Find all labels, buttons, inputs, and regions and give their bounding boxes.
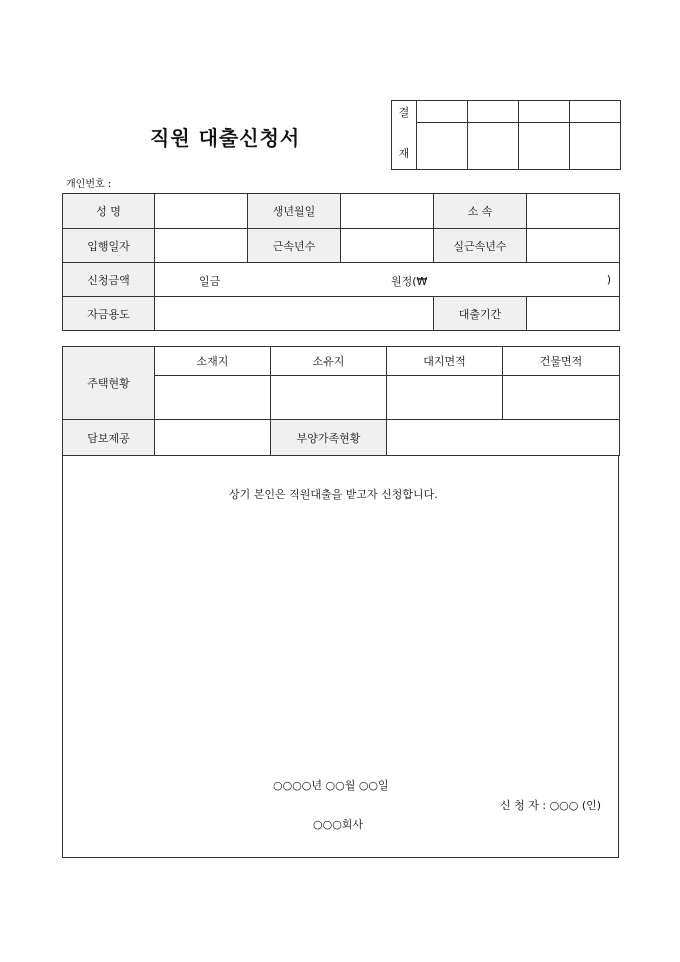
approval-signer-2[interactable] <box>468 101 519 123</box>
company-name: ○○○회사 <box>313 818 364 831</box>
collateral-label: 담보제공 <box>63 420 155 456</box>
collateral-field[interactable] <box>155 420 271 456</box>
approval-label-top: 결 <box>392 101 417 123</box>
approval-label-bottom: 재 <box>392 123 417 170</box>
join-date-field[interactable] <box>155 229 248 263</box>
date-line: ○○○○년 ○○월 ○○일 <box>273 779 389 792</box>
amount-in-numbers-label: 원정(₩ <box>391 275 428 288</box>
approval-box <box>391 100 621 170</box>
purpose-label: 자금용도 <box>63 297 155 331</box>
location-field[interactable] <box>155 376 271 420</box>
actual-service-label: 실근속년수 <box>434 229 527 263</box>
personal-number-label: 개인번호 : <box>66 179 112 190</box>
name-label: 성 명 <box>63 194 155 229</box>
location-header: 소재지 <box>155 347 271 376</box>
building-area-field[interactable] <box>503 376 620 420</box>
service-years-label: 근속년수 <box>248 229 341 263</box>
owner-header: 소유지 <box>271 347 387 376</box>
housing-label: 주택현황 <box>63 347 155 420</box>
statement-box <box>62 455 619 858</box>
approval-signer-1[interactable] <box>417 101 468 123</box>
service-years-field[interactable] <box>341 229 434 263</box>
dependents-field[interactable] <box>387 420 620 456</box>
land-area-header: 대지면적 <box>387 347 503 376</box>
building-area-header: 건물면적 <box>503 347 620 376</box>
amount-label: 신청금액 <box>63 263 155 297</box>
approval-signer-3[interactable] <box>519 101 570 123</box>
dependents-label: 부양가족현황 <box>271 420 387 456</box>
approval-sign-4[interactable] <box>570 123 621 170</box>
name-field[interactable] <box>155 194 248 229</box>
amount-field[interactable] <box>155 263 620 297</box>
land-area-field[interactable] <box>387 376 503 420</box>
department-field[interactable] <box>527 194 620 229</box>
birth-label: 생년월일 <box>248 194 341 229</box>
join-date-label: 입행일자 <box>63 229 155 263</box>
applicant-signature: 신 청 자 : ○○○ (인) <box>500 799 602 812</box>
page-title: 직원 대출신청서 <box>150 126 301 150</box>
approval-signer-4[interactable] <box>570 101 621 123</box>
applicant-info-table <box>62 193 620 331</box>
approval-sign-2[interactable] <box>468 123 519 170</box>
department-label: 소 속 <box>434 194 527 229</box>
loan-period-field[interactable] <box>527 297 620 331</box>
housing-table <box>62 346 620 456</box>
amount-in-words-label: 일금 <box>199 275 221 288</box>
purpose-field[interactable] <box>155 297 434 331</box>
approval-sign-1[interactable] <box>417 123 468 170</box>
owner-field[interactable] <box>271 376 387 420</box>
actual-service-field[interactable] <box>527 229 620 263</box>
statement-text: 상기 본인은 직원대출을 받고자 신청합니다. <box>229 488 438 501</box>
loan-period-label: 대출기간 <box>434 297 527 331</box>
approval-sign-3[interactable] <box>519 123 570 170</box>
birth-field[interactable] <box>341 194 434 229</box>
amount-close-paren: ) <box>606 273 611 286</box>
